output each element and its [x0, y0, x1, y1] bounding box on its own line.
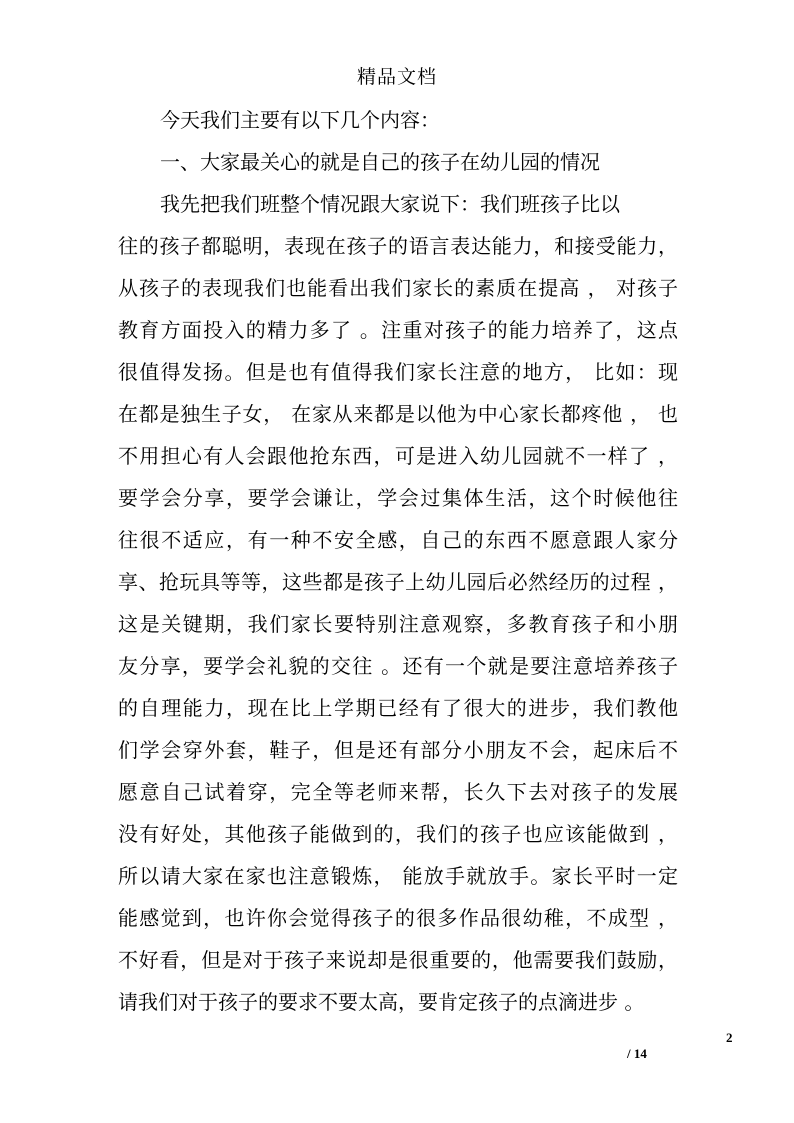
paragraph-line: 从孩子的表现我们也能看出我们家长的素质在提高 ， 对孩子 [118, 276, 678, 300]
paragraph-line: 享、抢玩具等等，这些都是孩子上幼儿园后必然经历的过程 ， [118, 570, 678, 594]
intro-line: 今天我们主要有以下几个内容： [160, 108, 440, 132]
paragraph-line: 往很不适应，有一种不安全感，自己的东西不愿意跟人家分 [118, 528, 678, 552]
paragraph-line: 不好看，但是对于孩子来说却是很重要的，他需要我们鼓励， [118, 948, 678, 972]
paragraph-line: 们学会穿外套，鞋子，但是还有部分小朋友不会，起床后不 [118, 738, 678, 762]
page-number: 2 [726, 1030, 733, 1045]
paragraph-line: 往的孩子都聪明，表现在孩子的语言表达能力，和接受能力， [118, 234, 678, 258]
paragraph-line: 要学会分享，要学会谦让，学会过集体生活，这个时候他往 [118, 486, 678, 510]
paragraph-line: 没有好处，其他孩子能做到的，我们的孩子也应该能做到 ， [118, 822, 678, 846]
paragraph-line: 很值得发扬。但是也有值得我们家长注意的地方， 比如：现 [118, 360, 678, 384]
paragraph-line: 能感觉到，也许你会觉得孩子的很多作品很幼稚，不成型 ， [118, 906, 678, 930]
paragraph-line: 的自理能力，现在比上学期已经有了很大的进步，我们教他 [118, 696, 678, 720]
paragraph-line: 愿意自己试着穿，完全等老师来帮，长久下去对孩子的发展 [118, 780, 678, 804]
paragraph-line: 这是关键期，我们家长要特别注意观察，多教育孩子和小朋 [118, 612, 678, 636]
paragraph-line: 所以请大家在家也注意锻炼， 能放手就放手。家长平时一定 [118, 864, 678, 888]
paragraph-line: 不用担心有人会跟他抢东西，可是进入幼儿园就不一样了 ， [118, 444, 678, 468]
paragraph-line: 请我们对于孩子的要求不要太高，要肯定孩子的点滴进步 。 [118, 990, 645, 1014]
paragraph-line: 友分享，要学会礼貌的交往 。还有一个就是要注意培养孩子 [118, 654, 678, 678]
page-total: / 14 [627, 1046, 647, 1061]
paragraph-line: 在都是独生子女， 在家从来都是以他为中心家长都疼他 ， 也 [118, 402, 678, 426]
paragraph-line: 教育方面投入的精力多了 。注重对孩子的能力培养了，这点 [118, 318, 678, 342]
section-heading: 一、大家最关心的就是自己的孩子在幼儿园的情况 [160, 150, 600, 174]
document-header-title: 精品文档 [356, 66, 437, 88]
paragraph-line: 我先把我们班整个情况跟大家说下：我们班孩子比以 [160, 192, 620, 216]
